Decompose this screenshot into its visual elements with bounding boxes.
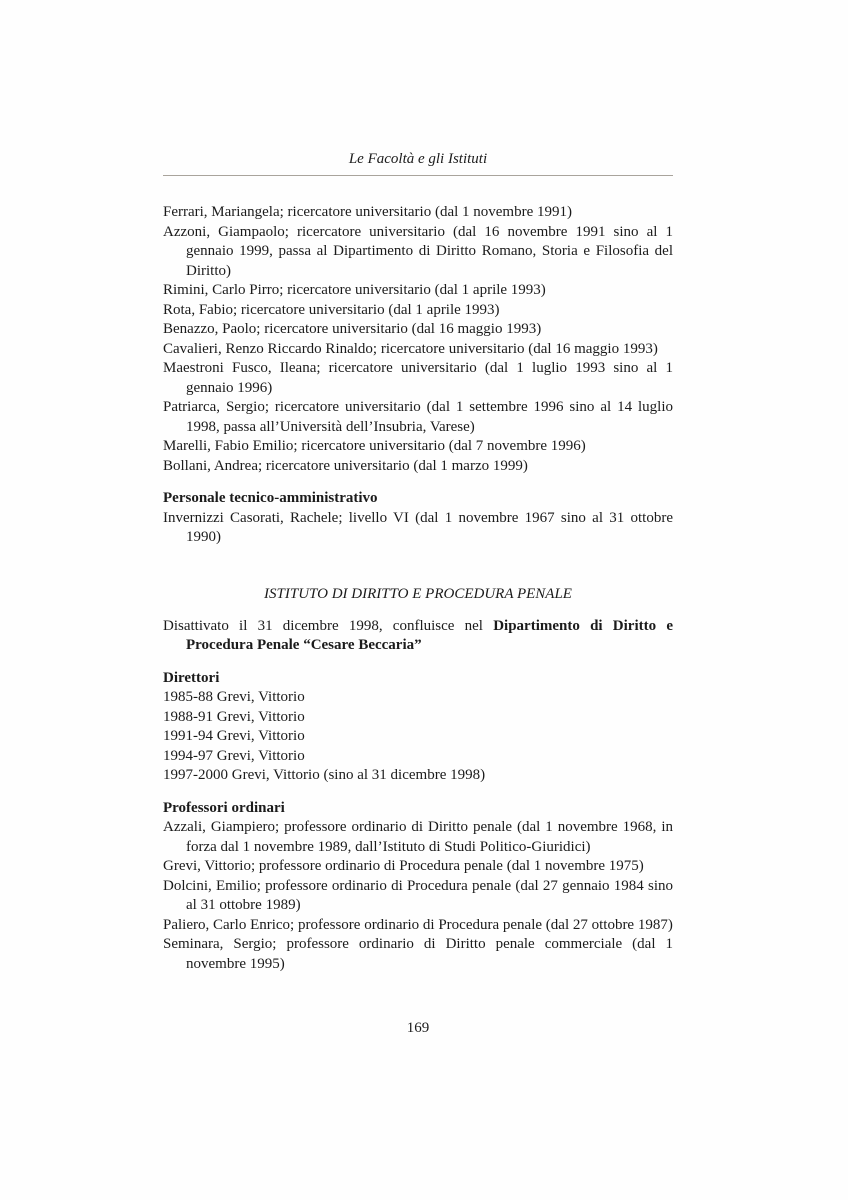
deactivation-note [163,617,673,656]
researcher-entry: Azzoni, Giampaolo; ricercatore universitario (dal 16 novembre 1991 sino al 1 gennaio 1999, passa al Dipartimento di Diritto Romano, Storia e Filosofia del Diritto) [163,223,673,279]
deactivation-note-prefix: Disattivato il 31 dicembre 1998, confluisce nel [163,617,494,634]
researcher-entry: Rota, Fabio; ricercatore universitario (dal 1 aprile 1993) [163,301,500,318]
director-entry: 1994-97 Grevi, Vittorio [163,747,305,764]
deactivation-note-department: Dipartimento di Diritto e Procedura Penale “Cesare Beccaria” [186,617,673,653]
institute-title: ISTITUTO DI DIRITTO E PROCEDURA PENALE [264,585,572,602]
page-number: 169 [406,1020,430,1036]
header-rule [163,175,673,176]
director-entry: 1991-94 Grevi, Vittorio [163,728,305,744]
section-heading-directors: Direttori [163,669,220,686]
text-block [163,150,673,974]
section-heading-admin-staff: Personale tecnico-amministrativo [163,490,378,506]
professor-entry: Dolcini, Emilio; professore ordinario di Procedura penale (dal 27 gennaio 1984 sino al 31 ottobre 1989) [163,877,673,913]
researcher-entry: Marelli, Fabio Emilio; ricercatore universitario (dal 7 novembre 1996) [163,438,586,454]
professor-entry: Azzali, Giampiero; professore ordinario di Diritto penale (dal 1 novembre 1968, in forza dal 1 novembre 1989, dall’Istituto di Studi Politico-Giuridici) [163,819,673,855]
running-header: Le Facoltà e gli Istituti [348,151,488,167]
researcher-entry: Benazzo, Paolo; ricercatore universitario (dal 16 maggio 1993) [163,321,542,337]
researcher-entry: Ferrari, Mariangela; ricercatore universitario (dal 1 novembre 1991) [163,204,572,220]
researcher-entry: Bollani, Andrea; ricercatore universitario (dal 1 marzo 1999) [163,457,528,474]
professor-entry: Grevi, Vittorio; professore ordinario di Procedura penale (dal 1 novembre 1975) [163,858,644,874]
director-entry: 1988-91 Grevi, Vittorio [163,708,305,725]
section-heading-full-professors: Professori ordinari [163,799,285,816]
director-entry: 1985-88 Grevi, Vittorio [163,689,305,705]
researcher-entry: Cavalieri, Renzo Riccardo Rinaldo; ricercatore universitario (dal 16 maggio 1993) [163,340,658,357]
researcher-entry: Rimini, Carlo Pirro; ricercatore universitario (dal 1 aprile 1993) [163,282,546,298]
director-entry: 1997-2000 Grevi, Vittorio (sino al 31 dicembre 1998) [163,767,486,783]
researcher-entry: Maestroni Fusco, Ileana; ricercatore universitario (dal 1 luglio 1993 sino al 1 gennaio 1996) [163,360,673,396]
professor-entry: Paliero, Carlo Enrico; professore ordinario di Procedura penale (dal 27 ottobre 1987) [163,916,673,933]
professor-entry: Seminara, Sergio; professore ordinario di Diritto penale commerciale (dal 1 novembre 1995) [163,936,673,972]
admin-staff-entry: Invernizzi Casorati, Rachele; livello VI (dal 1 novembre 1967 sino al 31 ottobre 1990) [163,509,673,545]
researcher-entry: Patriarca, Sergio; ricercatore universitario (dal 1 settembre 1996 sino al 14 luglio 1998, passa all’Università dell’Insubria, Varese) [163,399,673,435]
